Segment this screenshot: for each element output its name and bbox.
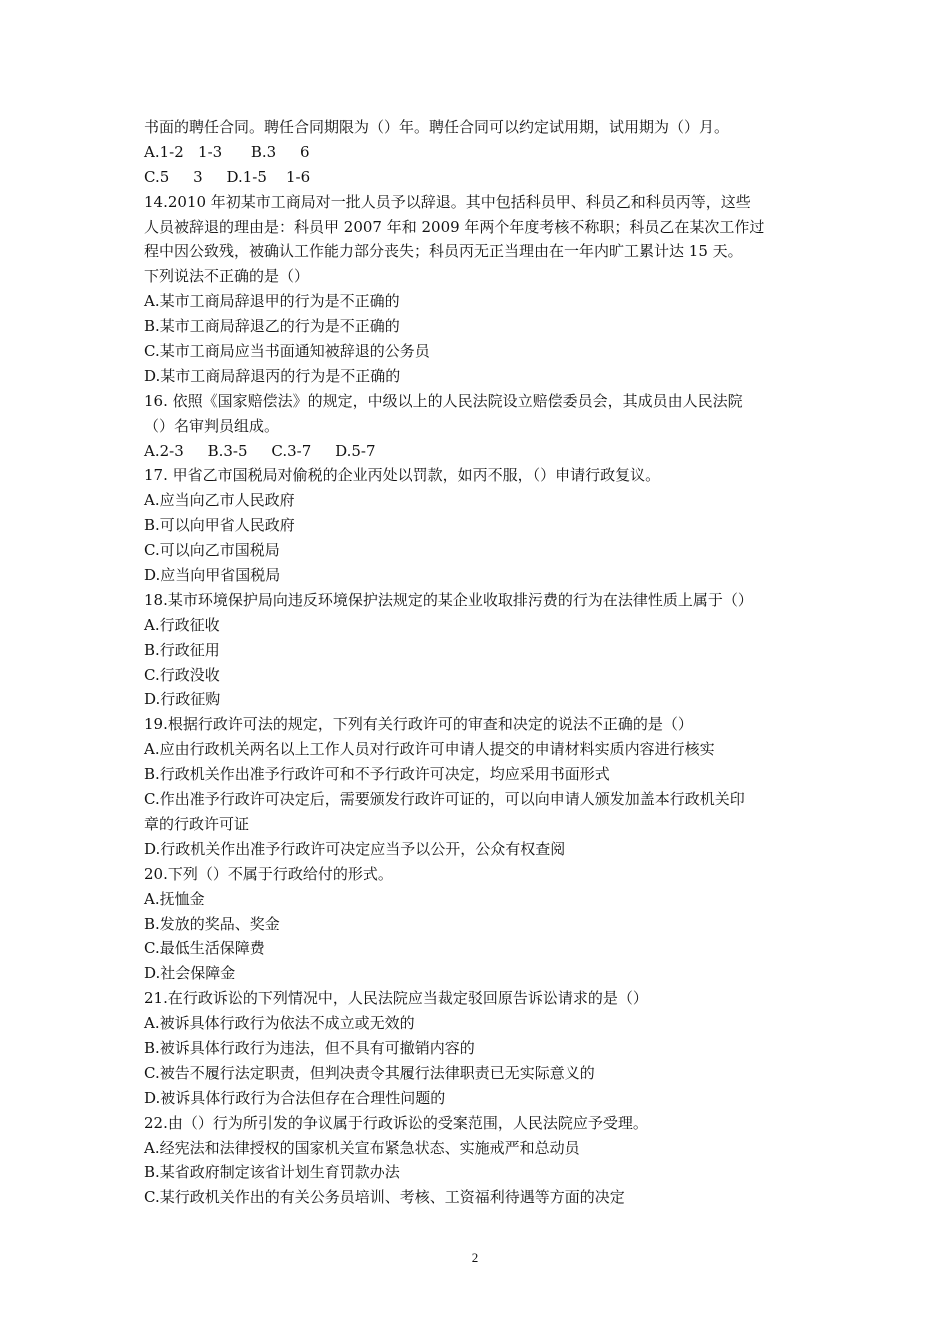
- text-line: A.某市工商局辞退甲的行为是不正确的: [144, 292, 400, 311]
- text-line: 程中因公致残，被确认工作能力部分丧失；科员丙无正当理由在一年内旷工累计达 15 天。: [144, 242, 743, 261]
- text-line: （）名审判员组成。: [144, 416, 280, 435]
- text-line: B.可以向甲省人民政府: [144, 516, 295, 535]
- text-line: B.某省政府制定该省计划生育罚款办法: [144, 1163, 400, 1182]
- text-line: A.应由行政机关两名以上工作人员对行政许可申请人提交的申请材料实质内容进行核实: [144, 740, 715, 759]
- text-line: 17. 甲省乙市国税局对偷税的企业丙处以罚款，如丙不服，（）申请行政复议。: [144, 466, 661, 485]
- text-line: C.被告不履行法定职责，但判决责令其履行法律职责已无实际意义的: [144, 1063, 595, 1082]
- text-line: D.应当向甲省国税局: [144, 566, 281, 585]
- text-line: C.最低生活保障费: [144, 939, 265, 958]
- text-line: D.行政机关作出准予行政许可决定应当予以公开，公众有权查阅: [144, 839, 566, 858]
- text-line: B.行政机关作出准予行政许可和不予行政许可决定，均应采用书面形式: [144, 765, 610, 784]
- text-line: C.可以向乙市国税局: [144, 541, 280, 560]
- text-line: A.应当向乙市人民政府: [144, 491, 295, 510]
- text-line: A.行政征收: [144, 615, 220, 634]
- text-line: 章的行政许可证: [144, 814, 250, 833]
- text-line: D.某市工商局辞退丙的行为是不正确的: [144, 366, 401, 385]
- text-line: B.某市工商局辞退乙的行为是不正确的: [144, 317, 400, 336]
- text-line: 14.2010 年初某市工商局对一批人员予以辞退。其中包括科员甲、科员乙和科员丙等，这些: [144, 192, 751, 211]
- text-line: B.被诉具体行政行为违法，但不具有可撤销内容的: [144, 1038, 475, 1057]
- text-line: A.抚恤金: [144, 889, 205, 908]
- text-line: 书面的聘任合同。聘任合同期限为（）年。聘任合同可以约定试用期，试用期为（）月。: [144, 118, 730, 136]
- text-line: B.发放的奖品、奖金: [144, 914, 280, 933]
- text-line: C.作出准予行政许可决定后，需要颁发行政许可证的，可以向申请人颁发加盖本行政机关印: [144, 790, 745, 809]
- text-line: 22.由（）行为所引发的争议属于行政诉讼的受案范围，人民法院应予受理。: [144, 1113, 648, 1132]
- page-body: [144, 115, 814, 1210]
- text-line: 19.根据行政许可法的规定，下列有关行政许可的审查和决定的说法不正确的是（）: [144, 715, 693, 734]
- text-line: A.被诉具体行政行为依法不成立或无效的: [144, 1014, 415, 1033]
- text-line: D.社会保障金: [144, 964, 236, 983]
- text-line: 18.某市环境保护局向违反环境保护法规定的某企业收取排污费的行为在法律性质上属于（）: [144, 590, 753, 609]
- text-line: A.2-3 B.3-5 C.3-7 D.5-7: [144, 441, 376, 460]
- page-number: 2: [471, 1250, 479, 1265]
- text-line: D.行政征购: [144, 690, 221, 709]
- text-line: D.被诉具体行政行为合法但存在合理性问题的: [144, 1088, 446, 1107]
- text-line: A.经宪法和法律授权的国家机关宣布紧急状态、实施戒严和总动员: [144, 1138, 580, 1157]
- text-line: A.1-2 1-3 B.3 6: [144, 142, 310, 161]
- text-line: C.5 3 D.1-5 1-6: [144, 167, 311, 186]
- text-line: 20.下列（）不属于行政给付的形式。: [144, 864, 393, 883]
- text-line: 21.在行政诉讼的下列情况中，人民法院应当裁定驳回原告诉讼请求的是（）: [144, 989, 648, 1008]
- text-line: 16. 依照《国家赔偿法》的规定，中级以上的人民法院设立赔偿委员会，其成员由人民法院: [144, 391, 743, 410]
- text-line: C.某市工商局应当书面通知被辞退的公务员: [144, 342, 430, 361]
- text-line: 下列说法不正确的是（）: [144, 267, 310, 286]
- text-line: B.行政征用: [144, 640, 220, 659]
- text-line: 人员被辞退的理由是：科员甲 2007 年和 2009 年两个年度考核不称职；科员乙在某次工作过: [144, 217, 765, 236]
- text-line: C.行政没收: [144, 665, 220, 684]
- text-line: C.某行政机关作出的有关公务员培训、考核、工资福利待遇等方面的决定: [144, 1188, 625, 1207]
